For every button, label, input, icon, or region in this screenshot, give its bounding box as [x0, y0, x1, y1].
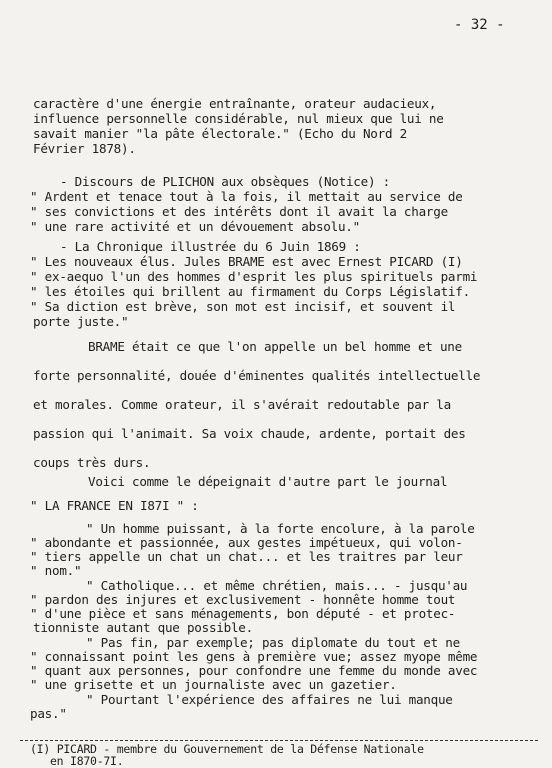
- quote-line: " nom.": [30, 563, 82, 578]
- footnote-line: en I870-7I.: [50, 754, 124, 768]
- plichon-line: " une rare activité et un dévouement absolu.": [30, 219, 360, 234]
- chronique-line: " ex-aequo l'un des hommes d'esprit les plus spirituels parmi: [30, 269, 478, 284]
- voici-line: Voici comme le dépeignait d'autre part le journal: [88, 474, 448, 489]
- page-number: - 32 -: [454, 17, 505, 33]
- footnote-separator: [20, 740, 538, 741]
- quote-line: " Pas fin, par exemple; pas diplomate du tout et ne: [86, 635, 460, 650]
- chronique-line: " les étoiles qui brillent au firmament du Corps Législatif.: [30, 284, 470, 299]
- quote-line: " abondante et passionnée, aux gestes impétueux, qui volon-: [30, 535, 463, 550]
- chronique-line: " Sa diction est brève, son mot est incisif, et souvent il: [30, 299, 456, 314]
- quote-line: " quant aux personnes, pour confondre une femme du monde avec: [30, 663, 478, 678]
- chronique-line: porte juste.": [33, 314, 129, 329]
- plichon-line: " Ardent et tenace tout à la fois, il mettait au service de: [30, 189, 463, 204]
- voici-line: " LA FRANCE EN I87I " :: [30, 498, 199, 513]
- quote-line: " Catholique... et même chrétien, mais... - jusqu'au: [86, 578, 468, 593]
- quote-line: " Un homme puissant, à la forte encolure, à la parole: [86, 521, 475, 536]
- quote-line: " une grisette et un journaliste avec un gazetier.: [30, 677, 397, 692]
- quote-line: " connaissant point les gens à première vue; assez myope même: [30, 649, 478, 664]
- brame-line: forte personnalité, douée d'éminentes qualités intellectuelle: [33, 368, 481, 383]
- chronique-line: - La Chronique illustrée du 6 Juin 1869 :: [60, 239, 361, 254]
- intro-line: caractère d'une énergie entraînante, orateur audacieux,: [33, 96, 437, 111]
- footnote-line: (I) PICARD - membre du Gouvernement de la Défense Nationale: [30, 742, 424, 756]
- quote-line: tionniste autant que possible.: [33, 620, 253, 635]
- intro-line: Février 1878).: [33, 141, 136, 156]
- brame-line: coups très durs.: [33, 455, 151, 470]
- quote-line: " tiers appelle un chat un chat... et les traitres par leur: [30, 549, 463, 564]
- quote-line: " Pourtant l'expérience des affaires ne lui manque: [86, 692, 453, 707]
- brame-line: BRAME était ce que l'on appelle un bel homme et une: [88, 339, 462, 354]
- quote-line: pas.": [30, 706, 67, 721]
- quote-line: " pardon des injures et exclusivement - honnête homme tout: [30, 592, 456, 607]
- quote-line: " d'une pièce et sans ménagements, bon député - et protec-: [30, 606, 456, 621]
- brame-line: et morales. Comme orateur, il s'avérait redoutable par la: [33, 397, 451, 412]
- chronique-line: " Les nouveaux élus. Jules BRAME est avec Ernest PICARD (I): [30, 254, 463, 269]
- intro-line: savait manier "la pâte électorale." (Echo du Nord 2: [33, 126, 407, 141]
- plichon-line: - Discours de PLICHON aux obsèques (Notice) :: [60, 174, 390, 189]
- intro-line: influence personnelle considérable, nul mieux que lui ne: [33, 111, 444, 126]
- brame-line: passion qui l'animait. Sa voix chaude, ardente, portait des: [33, 426, 466, 441]
- plichon-line: " ses convictions et des intérêts dont il avait la charge: [30, 204, 448, 219]
